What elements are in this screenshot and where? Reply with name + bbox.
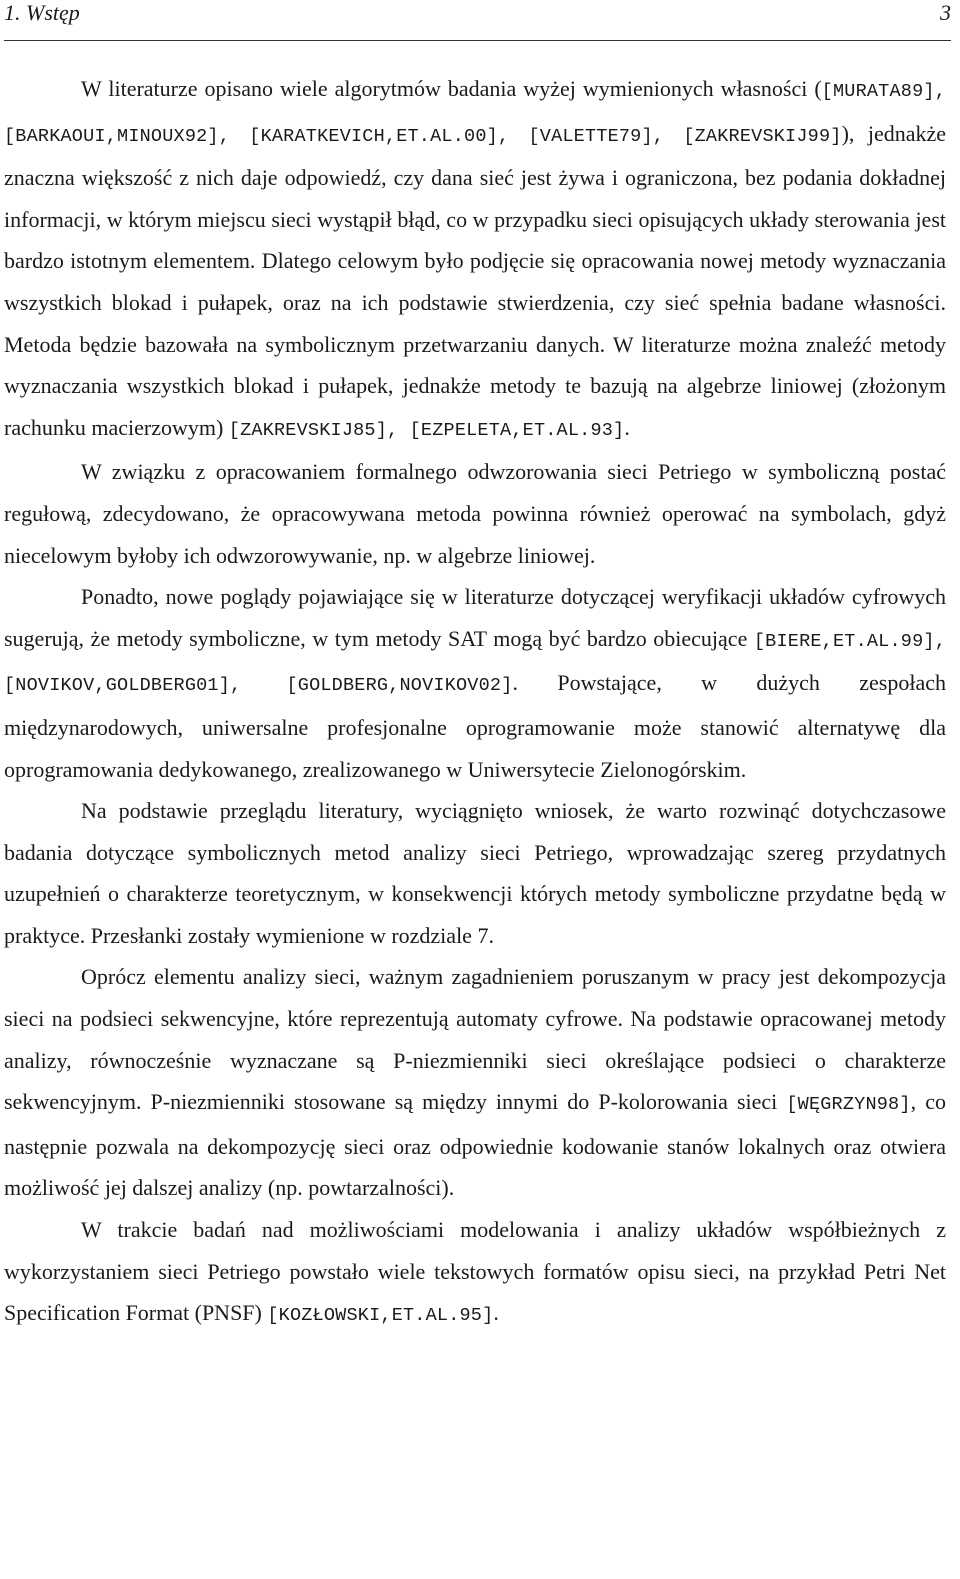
paragraph [4, 576, 946, 790]
paragraph-text: ), jednakże znaczna większość z nich daje odpowiedź, czy dana sieć jest żywa i ograniczona, bez podania dokładnej informacji, w którym miejscu sieci wystąpił błąd, co w przypadku sieci opisujących układy sterowania jest bardzo istotnym elementem. Dlatego celowym było podjęcie się opracowania nowej metody wyznaczania wszystkich blokad i pułapek, oraz na ich podstawie stwierdzenia, czy sieć spełnia badane własności. Metoda będzie bazowała na symbolicznym przetwarzaniu danych. W literaturze można znaleźć metody wyznaczania wszystkich blokad i pułapek, jednakże metody te bazują na algebrze liniowej (złożonym rachunku macierzowym) [4, 120, 947, 440]
citation: [KOZŁOWSKI,ET.AL.95] [267, 1305, 494, 1327]
body-text [4, 68, 946, 1337]
page-header [4, 0, 951, 41]
paragraph-text: Na podstawie przeglądu literatury, wyciągnięto wniosek, że warto rozwinąć dotychczasowe badania dotyczące symbolicznych metod analizy sieci Petriego, wprowadzając szereg przydatnych uzupełnień o charakterze teoretycznym, w konsekwencji których metody symboliczne przydatne będą w praktyce. Przesłanki zostały wymienione w rozdziale 7. [4, 798, 946, 948]
chapter-title: 1. Wstęp [4, 0, 80, 25]
paragraph-text: W związku z opracowaniem formalnego odwzorowania sieci Petriego w symboliczną postać regułową, zdecydowano, że opracowywana metoda powinna również operować na symbolach, gdyż niecelowym byłoby ich odwzorowywanie, np. w algebrze liniowej. [4, 459, 946, 568]
paragraph-text: , co następnie pozwala na dekompozycję sieci oraz odpowiednie kodowanie stanów lokalnych oraz otwiera możliwość jej dalszej analizy (np. powtarzalności). [4, 1089, 946, 1201]
citation: [MURATA89], [BARKAOUI,MINOUX92], [KARATKEVICH,ET.AL.00], [VALETTE79], [ZAKREVSKIJ99] [4, 81, 946, 147]
paragraph [4, 68, 946, 451]
paragraph [4, 956, 946, 1209]
page-number: 3 [940, 0, 951, 25]
citation: [BIERE,ET.AL.99], [NOVIKOV,GOLDBERG01], [GOLDBERG,NOVIKOV02] [4, 630, 946, 697]
paragraph-text: . Powstające, w dużych zespołach międzynarodowych, uniwersalne profesjonalne oprogramowanie może stanowić alternatywę dla oprogramowania dedykowanego, zrealizowanego w Uniwersytecie Zielonogórskim. [4, 670, 946, 782]
paragraph [4, 451, 946, 576]
paragraph-text: Ponadto, nowe poglądy pojawiające się w literaturze dotyczącej weryfikacji układów cyfrowych sugerują, że metody symboliczne, w tym metody SAT mogą być bardzo obiecujące [4, 584, 946, 651]
paragraph-text: . [493, 1300, 499, 1326]
paragraph-text: W literaturze opisano wiele algorytmów badania wyżej wymienionych własności ( [81, 76, 822, 101]
paragraph [4, 1209, 946, 1337]
paragraph-text: Oprócz elementu analizy sieci, ważnym zagadnieniem poruszanym w pracy jest dekompozycja sieci na podsieci sekwencyjne, które reprezentują automaty cyfrowe. Na podstawie opracowanej metody analizy, równocześnie wyznaczane są P-niezmienniki sieci określające podsieci o charakterze sekwencyjnym. P-niezmienniki stosowane są między innymi do P-kolorowania sieci [4, 964, 946, 1115]
citation: [WĘGRZYN98] [786, 1094, 911, 1116]
citation: [ZAKREVSKIJ85], [EZPELETA,ET.AL.93] [228, 419, 625, 441]
paragraph-text: . [624, 414, 630, 440]
paragraph-text: W trakcie badań nad możliwościami modelowania i analizy układów współbieżnych z wykorzystaniem sieci Petriego powstało wiele tekstowych formatów opisu sieci, na przykład Petri Net Specification Format (PNSF) [4, 1217, 946, 1326]
paragraph [4, 790, 946, 956]
